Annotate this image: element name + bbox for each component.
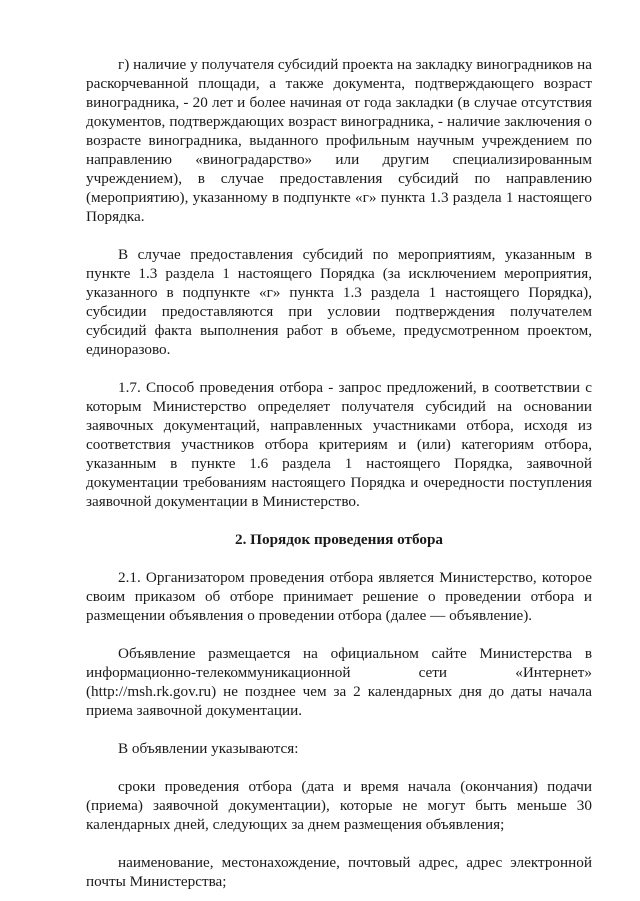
paragraph-selection-dates: сроки проведения отбора (дата и время начала (окончания) подачи (приема) заявочной документации), которые не могут быть меньше 30 календарных дней, следующих за днем размещения объявления; <box>86 778 592 833</box>
paragraph-ministry-contacts: наименование, местонахождение, почтовый адрес, адрес электронной почты Министерства; <box>86 854 592 890</box>
paragraph-selection-method: 1.7. Способ проведения отбора - запрос предложений, в соответствии с которым Министерство определяет получателя субсидий на основании заявочных документаций, направленных участниками отбора, исходя из соответствия участников отбора критериям и (или) категориям отбора, указанным в пункте 1.6 раздела 1 настоящего Порядка, заявочной документации требованиям настоящего Порядка и очередности поступления заявочной документации в Министерство. <box>86 379 592 510</box>
paragraph-subsidy-conditions: В случае предоставления субсидий по мероприятиям, указанным в пункте 1.3 раздела 1 настоящего Порядка (за исключением мероприятия, указанного в подпункте «г» пункта 1.3 раздела 1 настоящего Порядка), субсидии предоставляются при условии подтверждения получателем субсидий факта выполнения работ в объеме, предусмотренном проектом, единоразово. <box>86 246 592 358</box>
paragraph-announcement-contents: В объявлении указываются: <box>118 740 299 757</box>
section-heading: 2. Порядок проведения отбора <box>234 531 444 548</box>
paragraph-subpoint-g: г) наличие у получателя субсидий проекта на закладку виноградников на раскорчеванной площади, а также документа, подтверждающего возраст виноградника, - 20 лет и более начиная от года закладки (в случае отсутствия документов, подтверждающих возраст виноградника, - наличие заключения о возрасте виноградника, выданного профильным научным учреждением по направлению «виноградарство» или другим специализированным учреждением), в случае предоставления субсидий по направлению (мероприятию), указанному в подпункте «г» пункта 1.3 раздела 1 настоящего Порядка. <box>86 56 592 225</box>
paragraph-organizer: 2.1. Организатором проведения отбора является Министерство, которое своим приказом об отборе принимает решение о проведении отбора и размещении объявления о проведении отбора (далее — объявление). <box>86 569 592 624</box>
paragraph-announcement-placement: Объявление размещается на официальном сайте Министерства в информационно-телекоммуникационной сети «Интернет» (http://msh.rk.gov.ru) не позднее чем за 2 календарных дня до даты начала приема заявочной документации. <box>86 645 592 719</box>
